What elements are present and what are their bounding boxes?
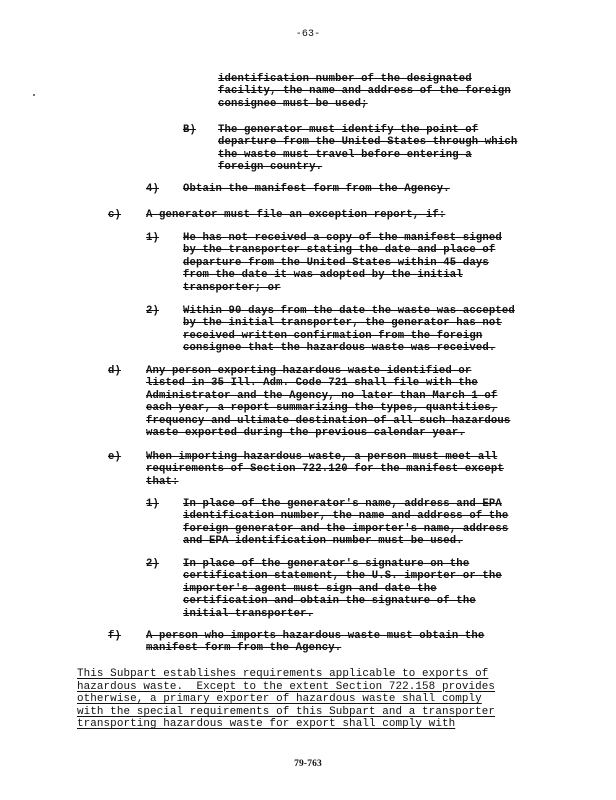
deleted-paragraph-e2: In place of the generator's signature on the certification statement, the U.S. importer or the importer's agent must sign and date the certification and obtain the signature of the initial transporter. (183, 558, 502, 620)
inserted-paragraph: This Subpart establishes requirements applicable to exports of hazardous waste. Except to the extent Section 722.158 provides otherwise, a primary exporter of hazardous waste shall comply with the special requirements of this Subpart and a transporter transporting hazardous waste for export shall comply with (77, 668, 496, 731)
item-label-c1: 1) (146, 232, 160, 244)
deleted-paragraph-4: Obtain the manifest form from the Agency. (183, 183, 450, 195)
item-label-c2: 2) (146, 305, 160, 317)
item-label-d: d) (108, 365, 122, 377)
deleted-paragraph-f: A person who imports hazardous waste must obtain the manifest form from the Agency. (146, 630, 485, 655)
page-number: -63- (295, 29, 321, 40)
footer-code: 79-763 (294, 759, 322, 769)
deleted-paragraph-3a-continuation: identification number of the designated facility, the name and address of the foreign consignee must be used; (218, 73, 511, 110)
item-label-e1: 1) (146, 498, 160, 510)
item-label-e: e) (108, 451, 122, 463)
deleted-paragraph-c: A generator must file an exception report, if: (146, 209, 446, 221)
item-label-f: f) (108, 630, 122, 642)
item-label-4: 4) (146, 183, 160, 195)
scan-speck (33, 94, 35, 96)
deleted-paragraph-c1: He has not received a copy of the manifest signed by the transporter stating the date and place of departure from the United States within 45 days from the date it was adopted by the initial transporter; or (183, 232, 502, 294)
item-label-e2: 2) (146, 558, 160, 570)
deleted-paragraph-3b: The generator must identify the point of departure from the United States through which the waste must travel before entering a foreign country. (218, 124, 518, 174)
deleted-paragraph-c2: Within 90 days from the date the waste was accepted by the initial transporter, the generator has not received written confirmation from the foreign consignee that the hazardous waste was received. (183, 305, 515, 355)
item-label-c: c) (108, 209, 122, 221)
item-label-B: B) (183, 124, 197, 136)
deleted-paragraph-d: Any person exporting hazardous waste identified or listed in 35 Ill. Adm. Code 721 shall file with the Administrator and the Agency, no later than March 1 of each year, a report summarizing the types, quantities, frequency and ultimate destination of all such hazardous waste exported during the previous calendar year. (146, 365, 511, 439)
deleted-paragraph-e: When importing hazardous waste, a person must meet all requirements of Section 722.120 for the manifest except that: (146, 451, 504, 488)
deleted-paragraph-e1: In place of the generator's name, address and EPA identification number, the name and address of the foreign generator and the importer's name, address and EPA identification number must be used. (183, 498, 509, 548)
